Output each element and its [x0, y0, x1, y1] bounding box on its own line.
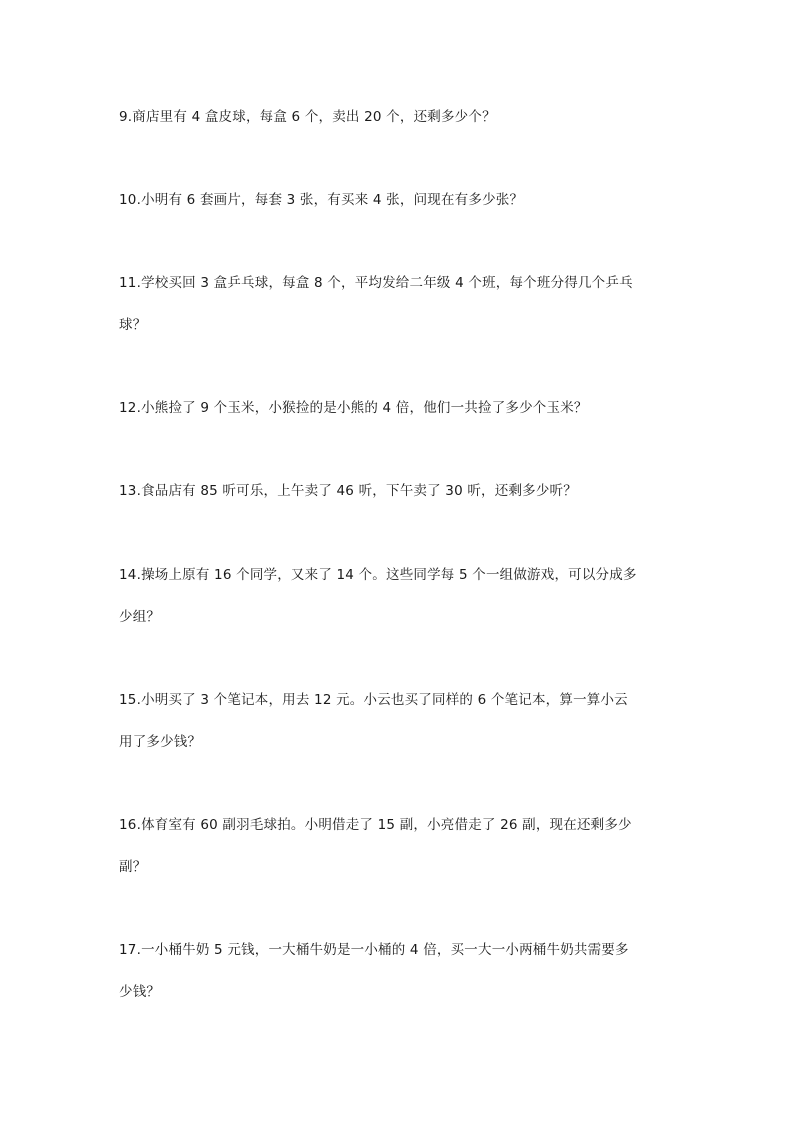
problem-14-line-1: 14.操场上原有 16 个同学，又来了 14 个。这些同学每 5 个一组做游戏，可以分成多: [119, 567, 637, 583]
problem-9-line-1: 9.商店里有 4 盒皮球，每盒 6 个，卖出 20 个，还剩多少个？: [119, 109, 496, 125]
problem-16-line-1: 16.体育室有 60 副羽毛球拍。小明借走了 15 副，小亮借走了 26 副，现在还剩多少: [119, 817, 632, 833]
problem-11-line-2: 球？: [119, 317, 147, 333]
problem-11-line-1: 11.学校买回 3 盒乒乓球，每盒 8 个，平均发给二年级 4 个班，每个班分得几个乒乓: [119, 275, 633, 291]
problem-17-line-1: 17.一小桶牛奶 5 元钱，一大桶牛奶是一小桶的 4 倍，买一大一小两桶牛奶共需要多: [119, 942, 629, 958]
problem-16-line-2: 副？: [119, 859, 147, 875]
problem-14-line-2: 少组？: [119, 609, 161, 625]
problem-17-line-2: 少钱？: [119, 984, 161, 1000]
problem-10-line-1: 10.小明有 6 套画片，每套 3 张，有买来 4 张，问现在有多少张？: [119, 192, 524, 208]
problem-15-line-1: 15.小明买了 3 个笔记本，用去 12 元。小云也买了同样的 6 个笔记本，算一算小云: [119, 692, 628, 708]
problem-15-line-2: 用了多少钱？: [119, 734, 202, 750]
problem-12-line-1: 12.小熊捡了 9 个玉米，小猴捡的是小熊的 4 倍，他们一共捡了多少个玉米？: [119, 400, 588, 416]
problem-13-line-1: 13.食品店有 85 听可乐，上午卖了 46 听，下午卖了 30 听，还剩多少听？: [119, 483, 577, 499]
